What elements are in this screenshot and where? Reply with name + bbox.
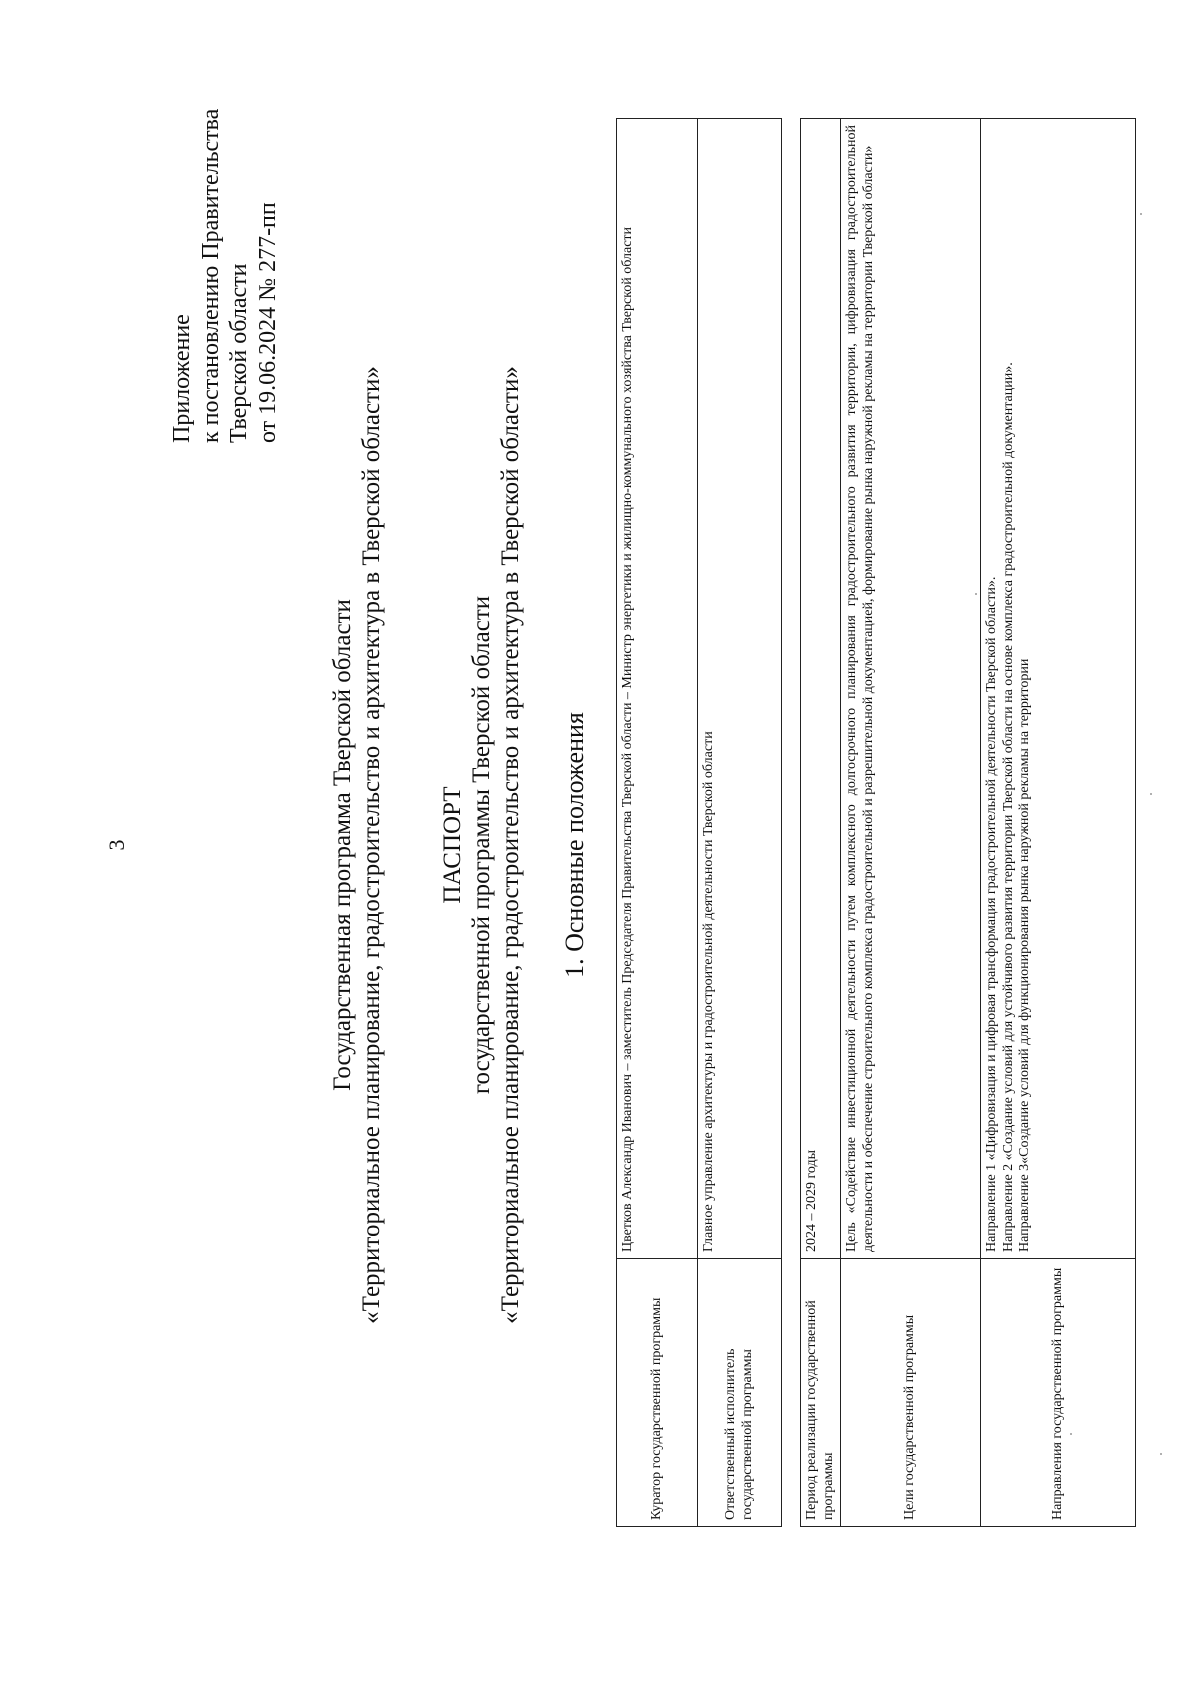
table-label-cell: Цели государственной программы: [841, 1259, 981, 1527]
passport-line-1: государственной программы Тверской области: [468, 595, 495, 1095]
direction-2: Направление 2 «Создание условий для устойчивого развития территории Тверской области на основе комплекса градостроительной документации».: [1000, 362, 1016, 1252]
scan-speck: [1070, 1433, 1072, 1435]
table-value-cell: Цель «Содействие инвестиционной деятельности путем комплексного долгосрочного планирования градостроительного развития территории, цифровизация градостроительной деятельности и обеспечение строительного комплекса градостроительной и разрешительной документацией, формирование рынка наружной рекламы на территории Тверской области»: [841, 119, 981, 1259]
main-provisions-table-2: [800, 118, 1136, 1527]
table-row: [841, 119, 981, 1527]
table-row: [617, 119, 698, 1527]
table-label-cell: Ответственный исполнитель государственной программы: [698, 1259, 782, 1527]
program-title-line-1: Государственная программа Тверской области: [329, 599, 356, 1091]
appendix-line-2: к постановлению Правительства: [197, 108, 224, 443]
appendix-line-4: от 19.06.2024 № 277-пп: [254, 202, 281, 443]
scan-speck: [1160, 1453, 1162, 1455]
table-row: [698, 119, 782, 1527]
section-heading: 1. Основные положения: [560, 712, 589, 978]
table-value-cell: Главное управление архитектуры и градостроительной деятельности Тверской области: [698, 119, 782, 1259]
scan-speck: [1140, 213, 1142, 215]
table-row: [801, 119, 841, 1527]
appendix-line-3: Тверской области: [226, 263, 252, 443]
table-value-cell: Цветков Александр Иванович – заместитель Председателя Правительства Тверской области – Министр энергетики и жилищно-коммунального хозяйства Тверской области: [617, 119, 698, 1259]
appendix-note: [168, 3, 282, 443]
scan-speck: [975, 593, 977, 595]
table-label-cell: Направления государственной программы: [981, 1259, 1136, 1527]
page-number: 3: [104, 839, 129, 851]
program-title: [328, 295, 386, 1395]
direction-1: Направление 1 «Цифровизация и цифровая трансформация градостроительной деятельности Тверской области».: [984, 576, 999, 1252]
table-label-cell: Куратор государственной программы: [617, 1259, 698, 1527]
main-provisions-table-1: [616, 118, 782, 1527]
passport-title: [438, 295, 525, 1395]
direction-3: Направление 3«Создание условий для функционирования рынка наружной рекламы на территории: [1017, 658, 1032, 1252]
table-value-cell: [981, 119, 1136, 1259]
passport-line-2: «Территориальное планирование, градостроительство и архитектура в Тверской области»: [497, 366, 524, 1324]
table-value-cell: 2024 – 2029 годы: [801, 119, 841, 1259]
table-label-cell: Период реализации государственной программы: [801, 1259, 841, 1527]
table-row: [981, 119, 1136, 1527]
appendix-line-1: Приложение: [169, 314, 195, 443]
program-title-line-2: «Территориальное планирование, градостроительство и архитектура в Тверской области»: [358, 366, 385, 1324]
scan-speck: [1150, 793, 1152, 795]
passport-heading: ПАСПОРТ: [439, 786, 466, 904]
